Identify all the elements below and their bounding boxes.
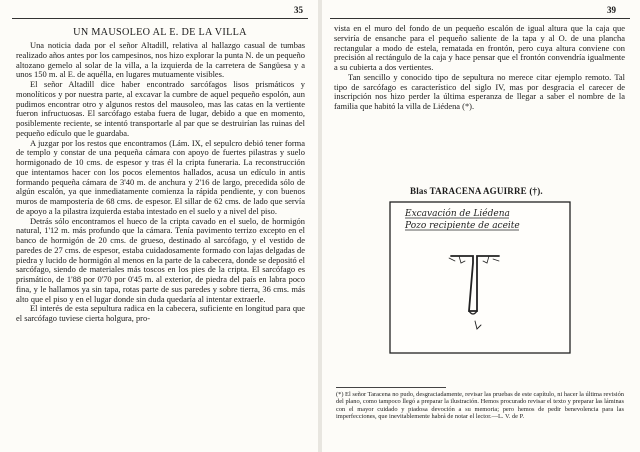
paragraph: vista en el muro del fondo de un pequeño escalón de igual altura que la caja que serviría de ensanche para el pequeño saliente de la tapa y al O. de una plancha rectangular a modo de estela, rematada en frontón, pero cuya altura conviene con precisión al rectángulo de la caja y hace pensar que el frontón convendría igualmente a su cubierta a dos vertientes. bbox=[334, 23, 625, 72]
author-signature: Blas TARACENA AGUIRRE (†). bbox=[410, 186, 543, 196]
well-sketch-drawing bbox=[389, 201, 571, 354]
paragraph: Detrás sólo encontramos el hueco de la cripta cavado en el suelo, de hormigón natural, 1'12 m. más profundo que la cámara. Tenía pavimento terrizo excepto en el banco de hormigón de 20 cms. de grueso, destinado al sarcófago, y el vestido de paredes de 27 cms. de espesor, estaba cuidadosamente formado con lajas delgadas de piedra y lucido de hormigón al menos en la parte de la cabecera, donde se depositó el sarcófago, siendo de materiales más toscos en los pies de la cripta. El sarcófago es prismático, de 1'88 por 0'70 por 0'45 m. al exterior, de piedra del país en labra poco fina, y le hallamos ya sin tapa, rotas parte de sus paredes y sobre tierra, 36 cms. más alto que el piso y en el lugar donde sin duda quedaría al intentar extraerle. bbox=[16, 215, 305, 304]
page-number: 39 bbox=[607, 5, 616, 15]
paragraph: Una noticia dada por el señor Altadill, relativa al hallazgo casual de tumbas realizado años antes por los campesinos, nos hizo explorar la punta N. de un pequeño altozano gemelo al solar de la villa, a la izquierda de la carretera de Sangüesa y a unos 150 m. al E. de aquélla, en lugares mutuamente visibles. bbox=[16, 40, 305, 80]
header-rule bbox=[12, 18, 308, 19]
footnote-text: (*) El señor Taracena no pudo, desgraciadamente, revisar las pruebas de este capítulo, ni hacer la última revisión del plano, como tampoco llegó a preparar la ilustración. Hemos procurado revisar el texto y preparar las láminas con el mayor cuidado y piadosa devoción a su memoria; pero hemos de pedir benevolencia para las imperfecciones, que inevitablemente habrá de notar el lector.—L. V. de P. bbox=[336, 391, 624, 421]
right-body-text bbox=[334, 24, 625, 112]
section-title: UN MAUSOLEO AL E. DE LA VILLA bbox=[73, 27, 247, 38]
footnote-rule bbox=[336, 387, 446, 388]
left-body-text bbox=[16, 41, 305, 324]
sketch-caption-line2: Pozo recipiente de aceite bbox=[405, 221, 520, 231]
footnote bbox=[336, 391, 624, 421]
paragraph: A juzgar por los restos que encontramos (Lám. IX, el sepulcro debió tener forma de templo y constar de una pequeña cámara con apoyo de fuertes pilastras y suelo hormigonado de 10 cms. de espesor y tras él la cripta funeraria. La reconstrucción que intentamos hacer con los pocos elementos hallados, acusa un edículo in antis formando pequeña cámara de 3'40 m. de anchura y 2'16 de largo, precedida sólo de algún escalón, ya que inmediatamente comienza la rápida pendiente, y con buenos muros de mampostería de 68 cms. de espesor. El sillar de 62 cms. de lado que servía de apoyo a la pilastra izquierda estaba intestado en el suelo y a nivel del piso. bbox=[16, 137, 305, 216]
right-page bbox=[322, 0, 640, 452]
paragraph: El interés de esta sepultura radica en la cabecera, suficiente en longitud para que el sarcófago tuviese cierta holgura, pro- bbox=[16, 303, 305, 323]
page-number: 35 bbox=[294, 5, 303, 15]
sketch-caption-line1: Excavación de Liédena bbox=[405, 209, 510, 219]
left-page bbox=[0, 0, 318, 452]
paragraph: El señor Altadill dice haber encontrado sarcófagos lisos prismáticos y monolíticos y por nuestra parte, al excavar la cumbre de aquel pequeño espolón, aun pudimos encontrar otro y algunos restos del mausoleo, mas las catas en la vertiente fueron infructuosas. El sarcófago estaba fuera de lugar, debido a que en momento, posiblemente reciente, se intentó transportarle al par que se destruirían las ruinas del pequeño edículo que le guardaba. bbox=[16, 79, 305, 138]
paragraph: Tan sencillo y conocido tipo de sepultura no merece citar ejemplo remoto. Tal tipo de sarcófago es característico del siglo IV, mas por desgracia el carecer de inscripción nos hizo perder la última esperanza de llegar a saber el nombre de la familia que habitó la villa de Liédena (*). bbox=[334, 71, 625, 111]
header-rule bbox=[330, 18, 630, 19]
